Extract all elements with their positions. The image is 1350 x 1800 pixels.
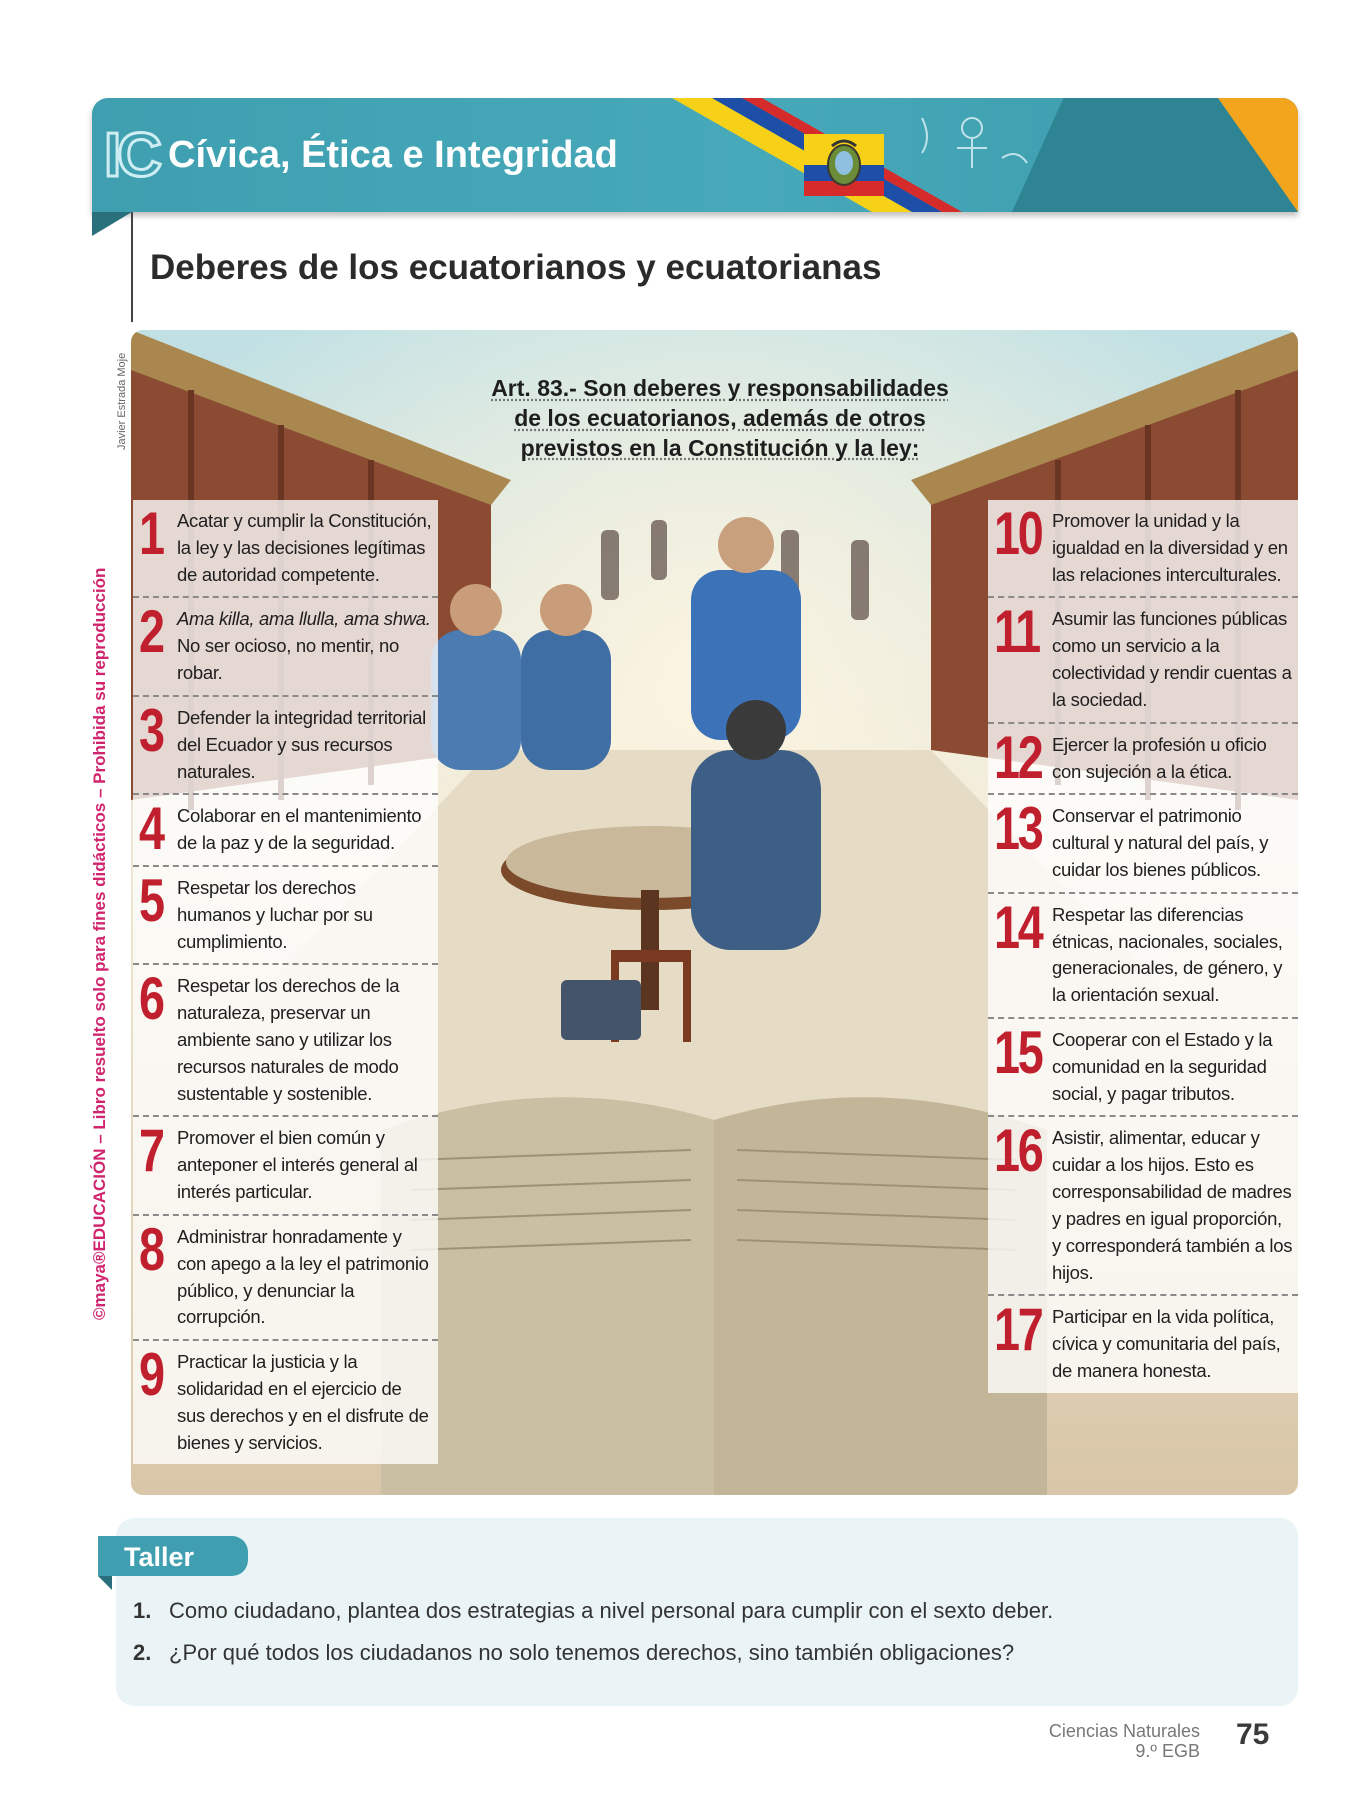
duty-number: 15	[994, 1019, 1042, 1086]
duty-item	[988, 795, 1298, 893]
duties-left-column	[133, 500, 438, 1464]
article-title: Art. 83.- Son deberes y responsabilidades de los ecuatorianos, además de otros previstos en la Constitución y la ley:	[491, 375, 949, 461]
duty-text: Participar en la vida política, cívica y comunitaria del país, de manera honesta.	[1052, 1306, 1281, 1381]
duty-number: 8	[139, 1215, 163, 1283]
duty-number: 11	[994, 598, 1039, 666]
taller-label: Taller	[124, 1542, 195, 1572]
title-rule	[131, 212, 133, 322]
dua-title: DUA	[1066, 26, 1118, 53]
duty-item	[133, 965, 438, 1117]
duty-item	[133, 795, 438, 867]
dua-subtitle: Participación	[1024, 58, 1156, 81]
illustration-credit: Javier Estrada Moje	[116, 352, 128, 450]
duty-text: Ejercer la profesión u oficio con sujeción a la ética.	[1052, 733, 1267, 782]
page-number: 75	[1236, 1718, 1270, 1751]
dua-corner	[1218, 98, 1298, 212]
duty-text	[177, 606, 434, 686]
duty-number: 7	[139, 1117, 163, 1185]
duty-item	[133, 500, 438, 598]
duty-number: 4	[139, 795, 163, 863]
duty-text: Respetar los derechos de la naturaleza, preservar un ambiente sano y utilizar los recursos naturales de modo sustentable y sostenible.	[177, 975, 400, 1104]
duty-item	[988, 1117, 1298, 1296]
duty-text-translation: No ser ocioso, no mentir, no robar.	[177, 635, 399, 684]
duty-number: 9	[139, 1341, 163, 1409]
duty-item	[133, 867, 438, 965]
duty-text: Conservar el patrimonio cultural y natural del país, y cuidar los bienes públicos.	[1052, 805, 1269, 880]
duty-item	[988, 500, 1298, 598]
duty-text: Practicar la justicia y la solidaridad en el ejercicio de sus derechos y en el disfrute de bienes y servicios.	[177, 1351, 429, 1453]
duty-number: 17	[994, 1296, 1042, 1364]
duty-text: Administrar honradamente y con apego a la ley el patrimonio público, y denunciar la corrupción.	[177, 1225, 429, 1328]
duty-item	[133, 1216, 438, 1341]
duty-item	[988, 1019, 1298, 1117]
duty-number: 1	[139, 500, 163, 567]
duty-number: 6	[139, 965, 163, 1033]
subject-name: Ciencias Naturales	[1048, 1721, 1200, 1741]
section-title: Cívica, Ética e Integridad	[168, 134, 618, 176]
duty-text: Respetar las diferencias étnicas, nacionales, sociales, generacionales, de género, y la orientación sexual.	[1052, 903, 1283, 1006]
duty-number: 12	[994, 723, 1042, 791]
ecuador-coat-of-arms-icon	[804, 134, 884, 196]
footer-subject	[1049, 1722, 1200, 1762]
duty-item	[133, 598, 438, 696]
taller-question	[133, 1598, 1053, 1624]
duty-text: Promover la unidad y la igualdad en la diversidad y en las relaciones interculturales.	[1052, 510, 1288, 585]
duty-number: 14	[994, 893, 1042, 961]
question-number: 2.	[133, 1640, 152, 1665]
duty-number: 16	[994, 1117, 1042, 1185]
duty-text: Acatar y cumplir la Constitución, la ley y las decisiones legítimas de autoridad competente.	[177, 510, 432, 585]
duty-text: Defender la integridad territorial del Ecuador y sus recursos naturales.	[177, 706, 426, 782]
duty-number: 10	[994, 500, 1042, 567]
duty-text: Respetar los derechos humanos y luchar por su cumplimiento.	[177, 876, 373, 952]
question-text: Como ciudadano, plantea dos estrategias a nivel personal para cumplir con el sexto deber.	[169, 1598, 1054, 1623]
taller-tab-fold	[98, 1576, 112, 1590]
duty-number: 3	[139, 696, 163, 764]
question-number: 1.	[133, 1598, 152, 1623]
duty-number: 2	[139, 598, 163, 666]
duty-text: Asistir, alimentar, educar y cuidar a los hijos. Esto es corresponsabilidad de madres y padres en igual proporción, y corresponderá también a los hijos.	[1052, 1127, 1293, 1283]
ic-logo: IC	[104, 121, 158, 190]
section-banner	[92, 98, 1298, 212]
duty-text: Promover el bien común y anteponer el interés general al interés particular.	[177, 1127, 418, 1203]
duty-item	[988, 724, 1298, 796]
duty-item	[133, 1341, 438, 1464]
duty-text: Cooperar con el Estado y la comunidad en la seguridad social, y pagar tributos.	[1052, 1029, 1273, 1104]
question-text: ¿Por qué todos los ciudadanos no solo tenemos derechos, sino también obligaciones?	[169, 1640, 1015, 1665]
grade-level: 9.º EGB	[1135, 1740, 1200, 1761]
taller-question	[133, 1640, 1014, 1666]
banner-fold	[92, 212, 132, 236]
duty-text: Colaborar en el mantenimiento de la paz y de la seguridad.	[177, 805, 422, 854]
duty-kichwa-text: Ama killa, ama llulla, ama shwa.	[177, 608, 431, 630]
duty-item	[133, 1117, 438, 1215]
duty-number: 13	[994, 795, 1042, 863]
copyright-notice: ©maya®EDUCACIÓN – Libro resuelto solo para fines didácticos – Prohibida su reproducción	[90, 567, 109, 1320]
duty-item	[988, 894, 1298, 1019]
duty-text: Asumir las funciones públicas como un servicio a la colectividad y rendir cuentas a la sociedad.	[1052, 608, 1292, 710]
duty-item	[988, 598, 1298, 723]
duty-item	[133, 697, 438, 795]
duty-item	[988, 1296, 1298, 1392]
duty-number: 5	[139, 866, 163, 934]
duties-right-column	[988, 500, 1298, 1393]
page-title: Deberes de los ecuatorianos y ecuatorianas	[150, 248, 882, 287]
